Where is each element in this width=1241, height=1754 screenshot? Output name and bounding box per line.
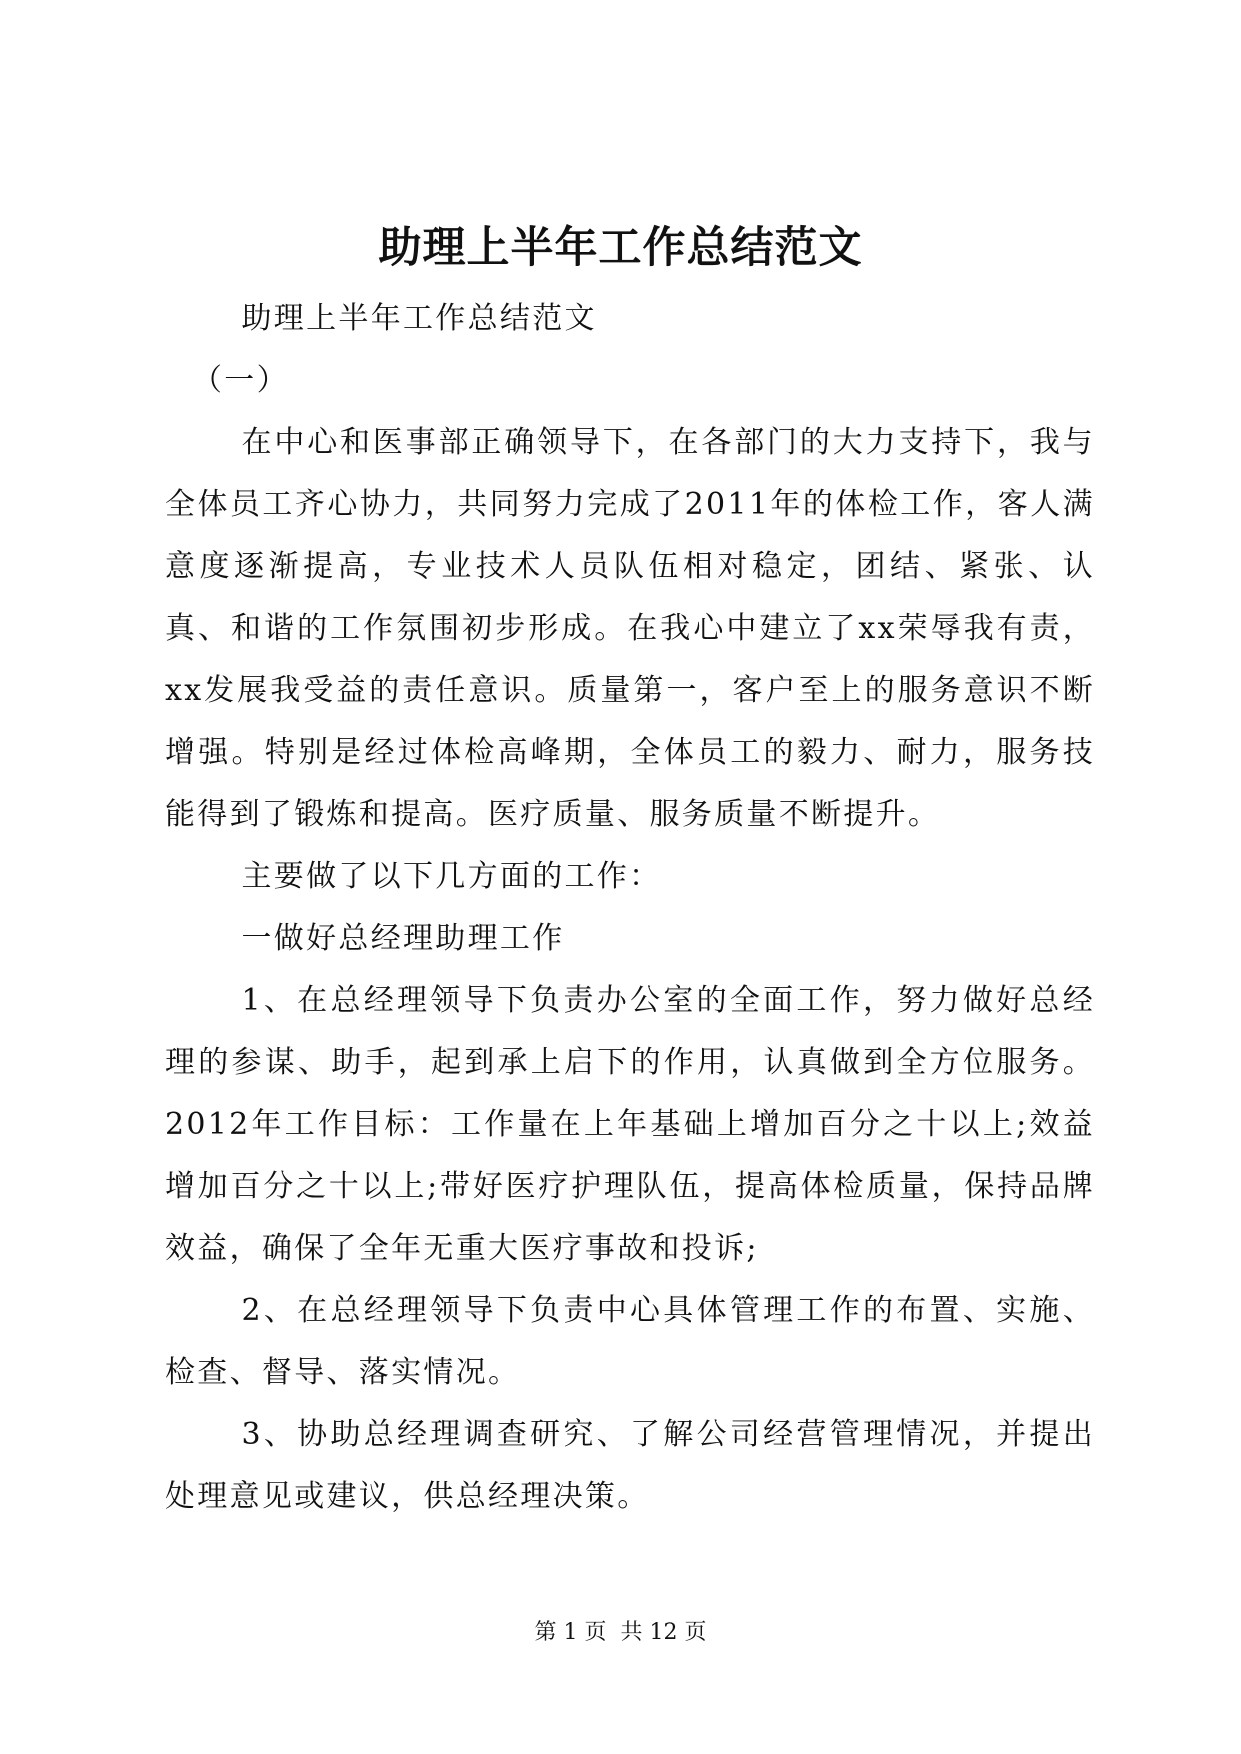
- paragraph-subtitle: 助理上半年工作总结范文: [241, 301, 597, 336]
- paragraph-item-2: 2、在总经理领导下负责中心具体管理工作的布置、实施、检查、督导、落实情况。: [165, 1293, 1095, 1390]
- document-title: 助理上半年工作总结范文: [378, 223, 863, 273]
- paragraph-heading-assistant: 一做好总经理助理工作: [241, 921, 565, 956]
- page-number-label: 第 1 页 共 12 页: [534, 1620, 707, 1645]
- paragraph-item-3: 3、协助总经理调查研究、了解公司经营管理情况，并提出处理意见或建议，供总经理决策。: [165, 1417, 1095, 1514]
- paragraph-item-1: 1、在总经理领导下负责办公室的全面工作，努力做好总经理的参谋、助手，起到承上启下的作用，认真做到全方位服务。2012年工作目标：工作量在上年基础上增加百分之十以上;效益增加百分之十以上;带好医疗护理队伍，提高体检质量，保持品牌效益，确保了全年无重大医疗事故和投诉;: [165, 983, 1095, 1266]
- paragraph-intro: 在中心和医事部正确领导下，在各部门的大力支持下，我与全体员工齐心协力，共同努力完成了2011年的体检工作，客人满意度逐渐提高，专业技术人员队伍相对稳定，团结、紧张、认真、和谐的工作氛围初步形成。在我心中建立了xx荣辱我有责，xx发展我受益的责任意识。质量第一，客户至上的服务意识不断增强。特别是经过体检高峰期，全体员工的毅力、耐力，服务技能得到了锻炼和提高。医疗质量、服务质量不断提升。: [165, 425, 1095, 832]
- page-footer: [0, 1618, 1241, 1648]
- paragraph-section-number: （一）: [192, 363, 289, 398]
- paragraph-main-work: 主要做了以下几方面的工作：: [241, 859, 662, 894]
- document-body: [165, 288, 1095, 1528]
